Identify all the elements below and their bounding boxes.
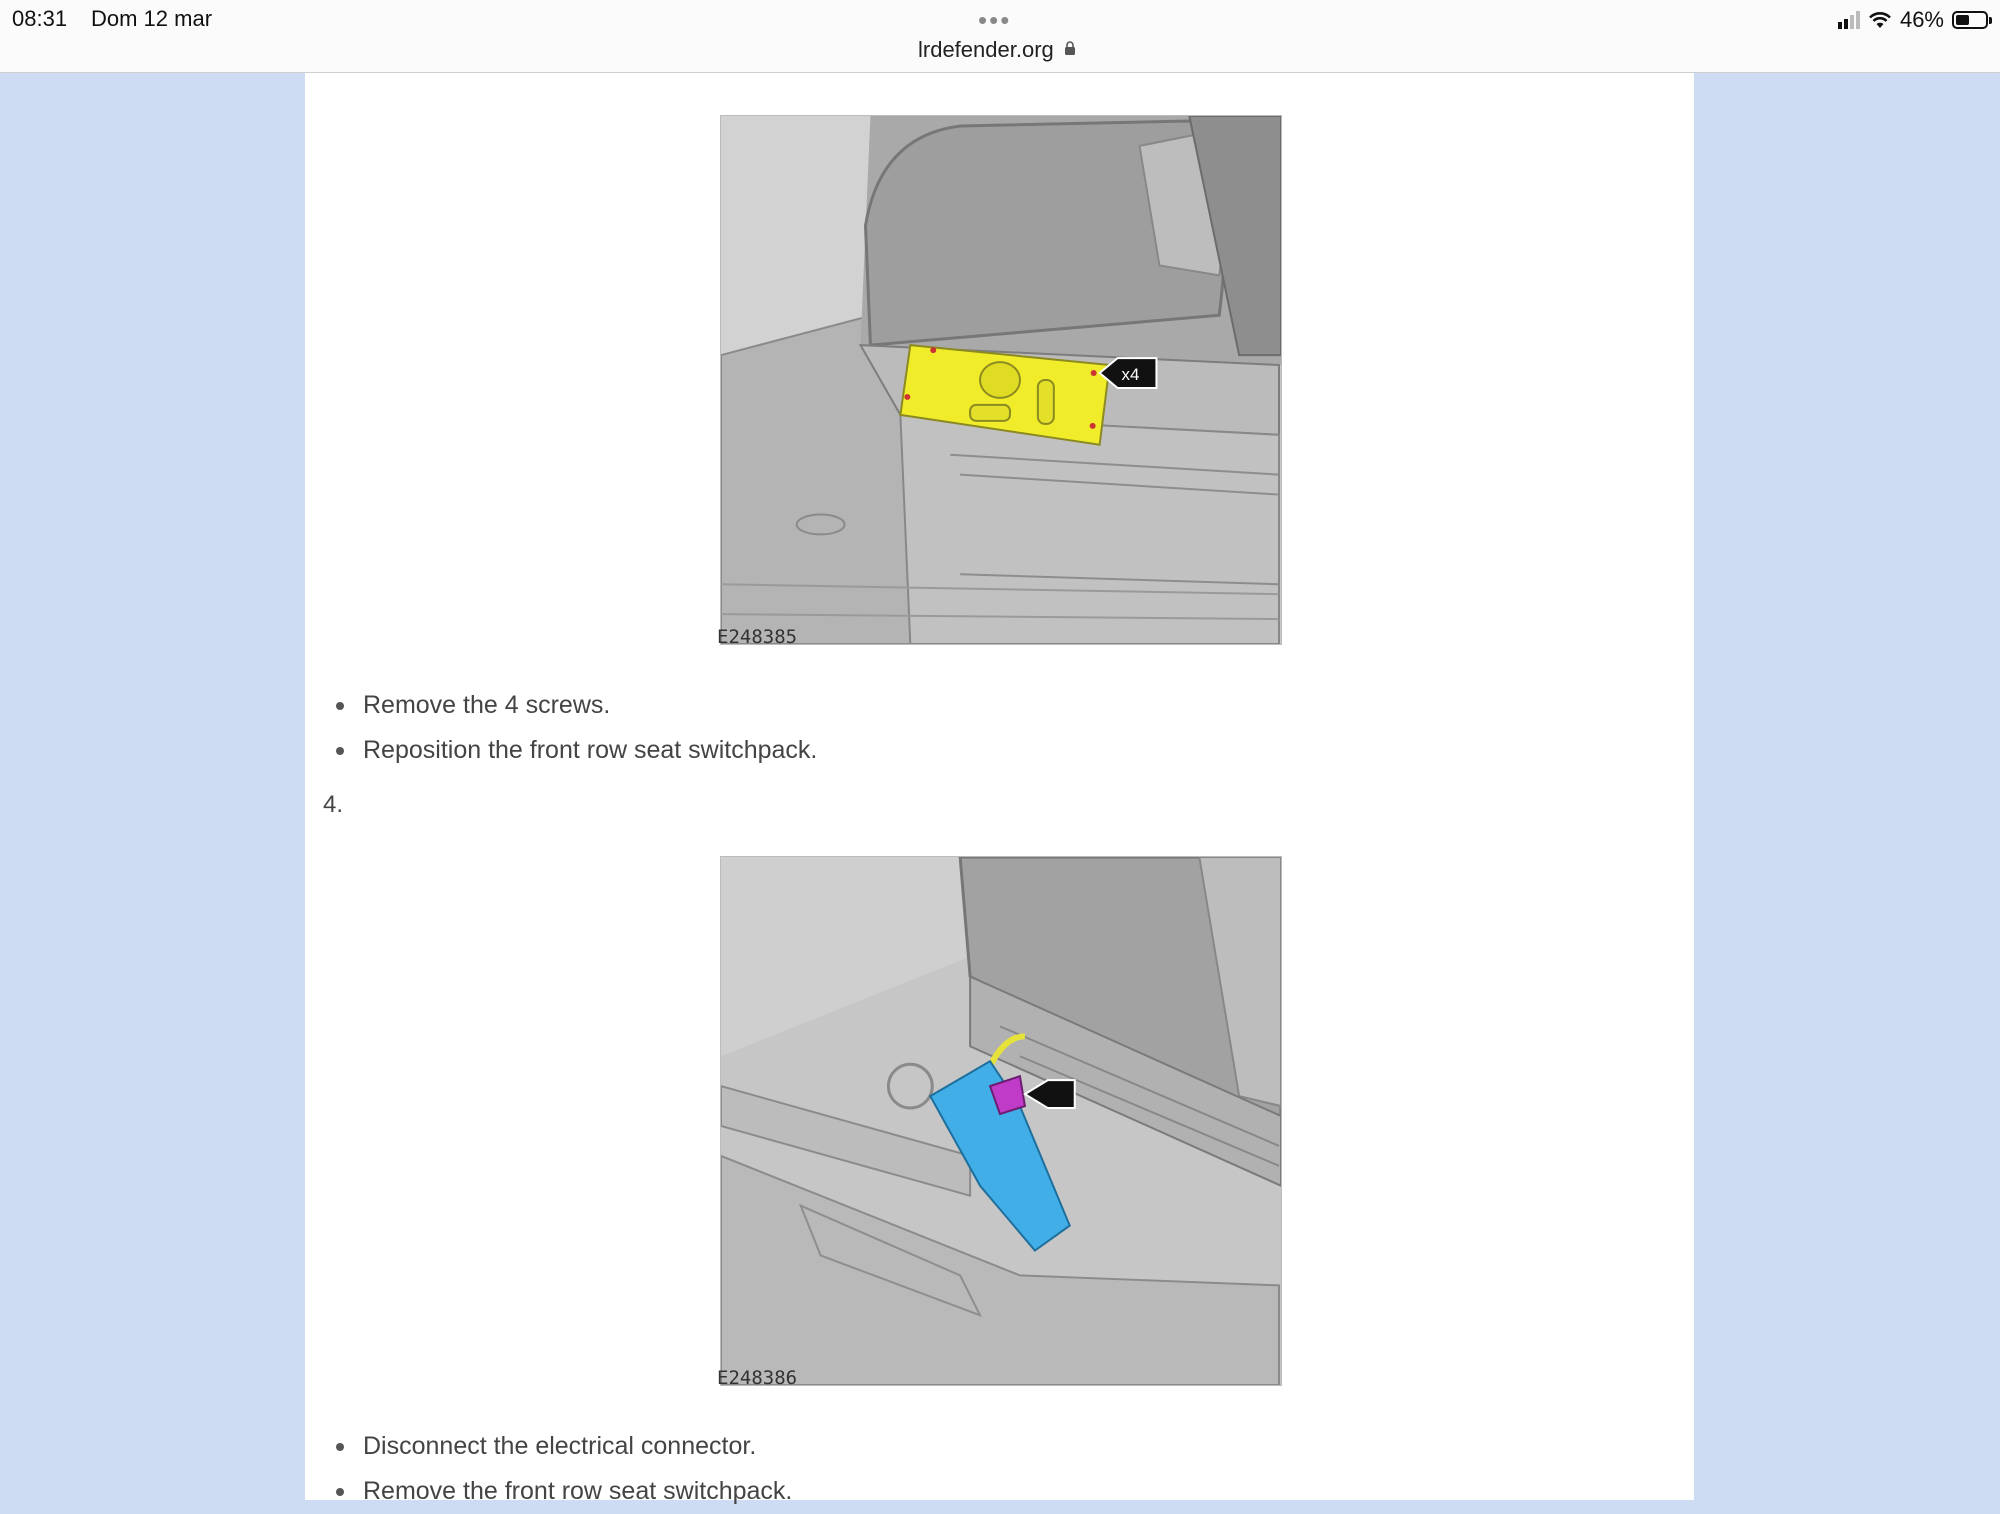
battery-icon <box>1952 11 1988 29</box>
status-indicators <box>1838 6 1988 34</box>
list-item: Reposition the front row seat switchpack. <box>325 728 817 773</box>
step3-instructions <box>325 683 817 773</box>
seat-switchpack-illustration <box>721 116 1281 644</box>
status-time: 08:31 <box>12 6 68 31</box>
figure-caption-step4: E248386 <box>717 1367 798 1389</box>
seat-connector-illustration <box>721 857 1281 1385</box>
tab-options-icon[interactable]: ••• <box>978 5 1012 35</box>
list-item: Remove the front row seat switchpack. <box>325 1469 792 1514</box>
figure-seat-switchpack-screws <box>720 115 1282 645</box>
callout-x4: x4 <box>1121 365 1140 384</box>
lock-icon <box>1064 41 1076 56</box>
article-content <box>305 73 1694 1505</box>
wifi-icon <box>1868 11 1892 29</box>
status-date: Dom 12 mar <box>91 6 213 31</box>
step-number-4: 4. <box>323 791 344 818</box>
battery-percent: 46% <box>1899 7 1944 32</box>
list-item: Disconnect the electrical connector. <box>325 1424 792 1469</box>
browser-top-bar <box>0 0 2000 73</box>
figure-caption-step3: E248385 <box>717 626 798 648</box>
step4-instructions <box>325 1424 792 1514</box>
list-item: Remove the 4 screws. <box>325 683 817 728</box>
figure-seat-switchpack-connector <box>720 856 1282 1386</box>
address-bar-url[interactable]: lrdefender.org <box>918 37 1054 62</box>
cellular-signal-icon <box>1838 11 1860 29</box>
